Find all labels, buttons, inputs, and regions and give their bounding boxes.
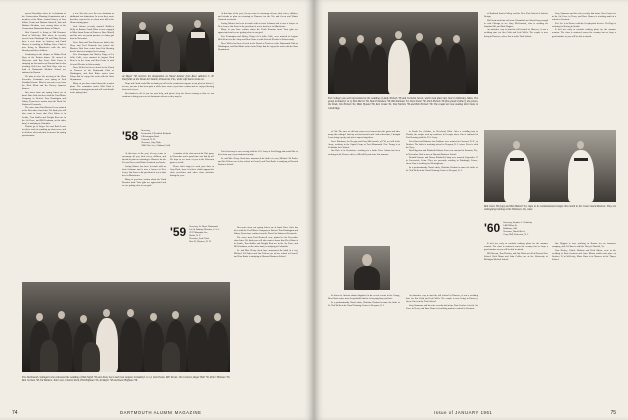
paragraph: Many of you have asked about the reunion plans. The committee under Walt Nash is working on arrangements and will send details in the spring letter.: [70, 82, 114, 95]
magazine-footer: DARTMOUTH ALUMNI MAGAZINE: [120, 410, 202, 415]
left-column-2: [70, 12, 114, 274]
paragraph: of '58s. The ones we did run across were honest after the game and after many other things I find my real and social work. And at that time, I thought I was doing a pretty fair job of supervising them.: [328, 130, 400, 140]
nichols-wedding-photo: [328, 12, 478, 94]
paragraph: Loring Warner has been in touch with us from Lebanon and is now a lawyer in New Jersey. Jim Pease is the president of a new firm here in Manchester.: [122, 164, 166, 177]
paragraph: Our notes from our spring letters are at hand. Dave Jaffe has been with the Ford Motor Company in Detroit. Tom Huntington and Sidney Tyson have written from the Naval Air Station at Pensacola.: [22, 90, 66, 106]
left-column-1: [22, 12, 66, 274]
officer-line: Secretary, Stephen C. Schnicky: [503, 222, 533, 224]
paragraph: Peter Burt and Barbara Ann Faulkner were married in Concord, N. H., in October. The bride is teaching school in Newport, R. I. where Peter is with the Navy.: [406, 139, 478, 149]
naval-aviator-photo: [122, 12, 214, 72]
right-column-2: [406, 130, 478, 290]
class-59-heading: [170, 226, 240, 243]
officer-line: Bucks, N. Y.: [189, 234, 201, 237]
paragraph: Bob Edgerton and Elizabeth Osborn Seiss were married in Sarasota, Fla., in November. Bob is now at Harvard Business School.: [406, 149, 478, 156]
paragraph: Pete Pennington and Shirley Tingo of La Jolla, Calif., were married in August. Dick Kern is in the Army and Ron Foster is with General Electric in Schenectady.: [218, 35, 298, 42]
paragraph: At this time of the year, it's my venue to encourage all you, their wives, children, and friends to plan on returning to Hanover for the Ten and Green and Winter Carnival weekends.: [122, 152, 166, 165]
paragraph: In a predominantly Naval affair, Christine Hudson became the bride of Lt. Ned Wells at the Naval Training Center in Newport, R. I.: [406, 165, 478, 172]
officer-line: 1st Air Infantry Division, C.A.A.: [189, 228, 220, 231]
left-column-6: [218, 150, 298, 222]
paragraph: Gary Simmons and his wife recently had twins. Don Crocker is in the Air Force in Texas, and Dave Barnes is teaching math at a school in Vermont.: [406, 303, 478, 310]
paragraph: Pete Lee is in Denver with the Geophysical Service. Ted Page is working for Boeing in Seattle.: [552, 21, 616, 28]
paragraph: a few 58s who were the new chairman as additional tax deductions. In seven they wrote that they expected to see them next fall at the Homecoming game.: [70, 12, 114, 25]
paragraph: Bob Cornwell is living at 244 Kenmore Road in Wellesley Hills where he recently moved from Pittsburgh. Ed and Mary Dessau have a new home in Andover and Frank Harvey is teaching at Phillips. Dave Clark is now living in Manchester with his wife Dorothy and three children.: [22, 30, 66, 53]
paragraph: Dave Weller has been elected to the Board of Trustees of the Dartmouth Club of Washington, and Paul Ritter writes from Tokyo that he enjoys his work with the State Department.: [70, 66, 114, 82]
paragraph: Continuing in the chapter of Walton Herb Bays at the Boston dinner. He moved to Worcester with Ray Frost. Dick Green is studying for his masters at Harvard and is also teaching. Bob Luce and Dick Hays who are both at Dartmouth Medical School are stationed in Boston.: [22, 52, 66, 75]
issue-footer: Issue of JANUARY 1961: [434, 410, 493, 415]
portrait-photo: [344, 246, 390, 290]
officer-line: Gerry Hall, Princeton, N. J.: [503, 233, 529, 236]
paragraph: In a predominantly Naval affair, Christine Hudson became the bride of Lt. Ned Wells at the Naval Training Center in Newport, R. I.: [328, 300, 400, 307]
paragraph: Lt. and Mrs. Henry Scott have announced the birth of a son, Michael. Ed Parker and Jim Fellows are at law school at Cornell, and Tom Burke is studying at Harvard Business School.: [234, 248, 298, 258]
paragraph: moved Brookline where he is chairman of the Conservation Planning Commission and a member of the Mass. Annual Survey of Law Editor, Frank and Barbara Sartwell, Jack and Barbara Elenbaas, were among those at the Connecticut Dartmouth dinner in March.: [22, 12, 66, 31]
class-year: '58: [122, 129, 139, 143]
paragraph: Our thanks to all of you for your help, and please keep the letters coming so that we can continue to bring you news of classmates wherever they may be.: [122, 91, 214, 98]
paragraph: Lt. and Mrs. Henry Scott have announced the birth of a son, Michael. Ed Parker and Jim Fellows are at law school at Cornell, and Tom Burke is studying at Harvard Business School.: [218, 156, 298, 166]
paragraph: Steve Dorn and Tom Brown are both in the Navy and Fred Kennedy has joined the Marines. Bob Lane writes from Fort Benning that he has been assigned to Germany.: [70, 40, 114, 53]
paragraph: Donald Faraone and Nancy Elizabeth Camp were married September 17 in Greenwich, Conn. They are presently residing in Pittsburgh, Penna., where Ron is working for Westinghouse.: [406, 156, 478, 166]
officer-line: 2217 Mountain Ave.: [189, 231, 208, 234]
class-officers: [141, 130, 171, 147]
page-number: 75: [610, 410, 616, 416]
aviator-caption: Al Mayer '58 receives his designation as Naval Aviator from Rear Admiral C. H. Duerfeldt, at the Naval Air Station, Pensacola, Fla., while wife Karen looks on.: [122, 75, 214, 82]
class-officers: [503, 222, 532, 237]
left-column-8: [234, 226, 298, 376]
left-column-4: [122, 152, 166, 274]
page-number: 74: [12, 410, 18, 416]
paragraph: A number of the class met at the Yale game in November and a good time was had by all. We hope to see more of you at the Princeton game next fall.: [170, 152, 214, 165]
right-column-1: [328, 130, 400, 240]
paragraph: in Linda Lee Goldber, in Cleveland, Ohio. After a wedding trip to Florida, the couple took up residence in Georgia where Jim is stationed at Fort Benning with the U.S. Army.: [406, 130, 478, 140]
officer-line: 6 Kensington Road: [141, 135, 159, 138]
class-60-heading: [484, 222, 616, 237]
left-column-5: [170, 152, 214, 222]
paragraph: Dave Weller has been elected to the Board of Trustees of the Dartmouth Club of Washington, and Paul Ritter writes from Tokyo that he enjoys his work with the State Department.: [218, 41, 298, 51]
right-column-2b: [406, 294, 478, 384]
wedding-group-photo: [22, 282, 230, 372]
class-officers: [189, 226, 219, 243]
right-column-4: [552, 242, 616, 384]
paragraph: Jim Higgins is now working in Boston for an insurance company, and Al Chase is with the Navy in Norfolk, Va.: [552, 242, 616, 249]
officer-line: Treasurer, Fred Clark: [189, 237, 209, 240]
officer-line: Lieutenant J. Kendrick Richards: [141, 132, 171, 135]
class-58-heading: [122, 130, 214, 147]
paragraph: We plan to seize the meeting of the Class Executive Committee next spring at Fred Stoddard's home. Most of our notes were from the Rich Mead and the Harvey Sparrow dinners.: [22, 74, 66, 90]
wedding-photo-caption: The Dartmouth contingent who witnessed the wedding of Bob Smith '59 and Jenny Lee Leach last summer included (l. to r.): Jack Evans, Bill Turner, Jim Conners, Roger Hall '59, Peter Tillotson '59, Ron Carlson '58, Ed Wallace, Tom Cone, Charles Park, Phil Hoffman '59, Al Mayer '58 and Dave Hoffman '58.: [22, 376, 230, 383]
paragraph: Loring Warner has been in touch with us from Lebanon and is now a lawyer in New Jersey. Jim Pease is the president of a new firm here in Manchester.: [218, 21, 298, 28]
officer-line: Secretary,: [141, 130, 151, 132]
paragraph: Tom Hickey, Chuck Hoskins and Dick Moore were at the wedding of Russ Garrison and Anne Mason which took place on October 15 in Wellesley, Mass. Russ is in Hanover at the Thayer School.: [552, 248, 616, 261]
paragraph: The notes from Paul Bentwell were printed in the December class letter. We think you will also want to know that Chet Olson is in Seattle, Tom Stabler and Dwight Kent are in the Air Force, and Bill Grodman, on the other hand, is studying at Columbia.: [22, 106, 66, 125]
paragraph: An attractive way to start the fall festival in Hanover, it was a wedding time for Jim Cobb and Lola Wells. The couple is now living in Hanover, where Jim is at the Tuck School.: [406, 294, 478, 304]
right-column-1b: [328, 294, 400, 384]
paragraph: Pete Pennington and Shirley Tingo of La Jolla, Calif., were married in August. Dick Kern is in the Army and Ron Foster is with General Electric in Schenectady.: [70, 53, 114, 66]
class-year: '59: [170, 225, 187, 239]
paragraph: Jack Ahearn recently married Kathleen Kelly of Boston. Frank Tabor is now engaged to Miss Susan Evans of Hanover. Dave Morrill and his wife are proud parents of a baby girl born in November.: [70, 24, 114, 40]
paragraph: Bill Slocum, Tom Fletcher, and Jim Nolan are all at Harvard Law School. Dick Mann and John Collier are at the University of Michigan Medical School.: [484, 251, 548, 261]
paragraph: In letters to African affairs disguised in the recent events in the Congo, Dave Bain writes from Leopoldville that he is keeping busy and safe.: [328, 294, 400, 301]
paragraph: At this time of the year, it's my venue to encourage all you, their wives, children, and friends to plan on returning to Hanover for the Ten and Green and Winter Carnival weekends.: [218, 12, 298, 22]
officer-line: Treasurer, Harold Reed: [503, 230, 525, 233]
class-year: '60: [484, 221, 501, 235]
left-column-7: [218, 12, 298, 144]
officer-line: Baltimore, Md.: [503, 227, 518, 230]
paragraph: Many of you have written about the Tenth Reunion fund. Your gifts are appreciated and we are getting close to our goal.: [218, 28, 298, 35]
paragraph: Gary Simmons and his wife recently had twins. Don Crocker is in the Air Force in Texas, and Dave Barnes is teaching math at a school in Vermont.: [552, 12, 616, 22]
right-column-top-1: [484, 12, 548, 94]
officer-line: Secretary, Lt. Bruce Hammond: [189, 226, 218, 228]
paragraph: The notes from Paul Bentwell were printed in the December class letter. We think you will also want to know that Chet Olson is in Seattle, Tom Stabler and Dwight Kent are in the Air Force, and Bill Grodman, on the other hand, is studying at Columbia.: [234, 235, 298, 248]
paragraph: Hope and I both would like to thank you all for the wonderful response to our plea for letters. I, for one, am sure it has been quite a while since some of you have written and we enjoyed hearing from each of you.: [122, 82, 214, 92]
paragraph: Please don't forget to send your dues to Gary Hyde, since it is these which support the class newsletter and other class activities during the year.: [170, 164, 214, 177]
officer-line: Concord, N. H.: [141, 138, 156, 141]
officer-line: Box 42, Hanover, N. H.: [189, 240, 212, 243]
paragraph: It isn't too early to consider making plans for the summer reunion. The class is scattered across the country but we hope a good number of you will be able to attend.: [552, 28, 616, 38]
paragraph: Many of you have written about the Tenth Reunion fund. Your gifts are appreciated and we are getting close to our goal.: [122, 177, 166, 187]
paragraph: It isn't too early to consider making plans for the summer reunion. The class is scattered across the country but we hope a good number of you will be able to attend.: [484, 242, 548, 252]
paragraph: Our notes from our spring letters are at hand. Dave Jaffe has been with the Ford Motor Company in Detroit. Tom Huntington and Sidney Tyson have written from the Naval Air Station at Pensacola.: [234, 226, 298, 236]
right-column-top-2: [552, 12, 616, 94]
paragraph: Jim Hale is in Providence working for a bank. Peter Adams has been working in the Denver office of Merrill Lynch since last summer.: [328, 149, 400, 156]
paragraph: of Bradford Junior College and the New York School of Interior Design.: [484, 12, 548, 19]
paragraph: Phil Scott took time off from Columbia Law School long enough to visit Chicago to see Gary McCormick, who is working for Standard Oil, and Dick Hughes.: [484, 18, 548, 28]
nichols-wedding-caption: The College was well represented at the wedding of Andy Nichols '58 and Cornelia Green, which took place last June in Wellesley, Mass. The group included (l. to r.) Ned Morris '58, Nate Erlandson '58, Bob Kinnane '61, Steve Dunn '58, Dick Nichols '58 (the groom's father), the groom, the bride, Jim Nichols '62, Mike Wynant '58, Ken Cooke '61, Tom Nichols '59 and Bob Nichols '58. The couple are now making their home in Cambridge.: [328, 97, 479, 110]
officer-line: 1406 Dillon St.: [503, 224, 518, 227]
right-page: [314, 0, 628, 420]
coast-guard-caption: Bob Jones '60 (top) and Bob Halsell '61, hope to be commissioned ensigns this month in the Coast Guard Reserve. They are undergoing training at the Yorktown, Va., base.: [484, 205, 616, 212]
paragraph: Steve Kaufman, Joe Keegan and Gary McCormick, all '58, are still in the Army, working in the Signal Corps at Fort Monmouth. Pete Young is at Columbia Law School.: [328, 139, 400, 149]
paragraph: Your Secretary is now serving with the U.S. Army at Fort Bragg and would like to hear from any of you stationed nearby.: [218, 150, 298, 157]
left-column-3: [122, 75, 214, 125]
paragraph: Thanks go to Roger Fox and Brad Lewis for their work in rounding up class news, and to all those who took time to answer the spring questionnaire.: [22, 125, 66, 138]
coast-guard-photo: [484, 130, 616, 202]
officer-line: Treasurer, Gary Hyde: [141, 141, 162, 144]
right-column-3: [484, 242, 548, 384]
officer-line: 3200 Glen Ave., Oakland, Calif.: [141, 144, 171, 147]
paragraph: An attractive way to start the fall festival in Hanover, it was a wedding time for Jim Cobb and Lola Wells. The couple is now living in Hanover, where Jim is at the Tuck School.: [484, 28, 548, 38]
